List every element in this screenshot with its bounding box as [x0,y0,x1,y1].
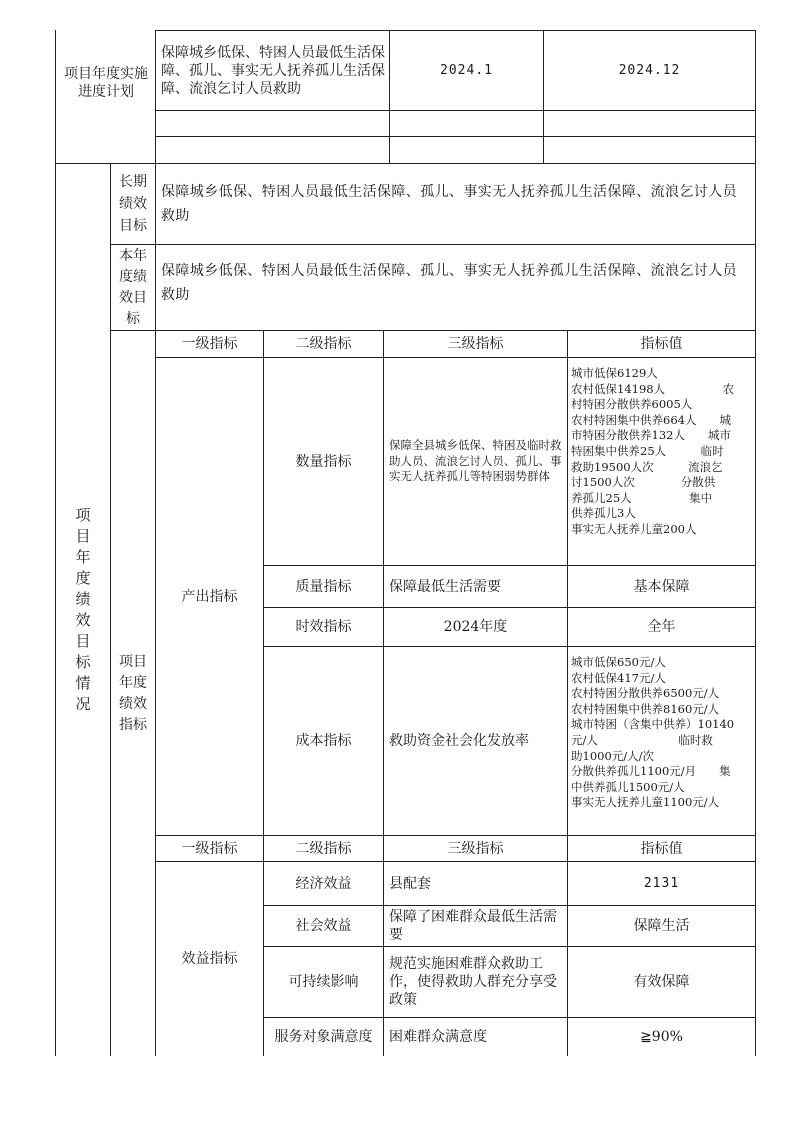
goals-section-label [57,163,109,1056]
social-name-text: 社会效益 [295,918,352,934]
sustainable-value [568,947,755,1017]
cost-value-line: 分散供养孤儿1100元/月 集 [571,764,731,779]
quality-name [264,566,383,607]
quality-value [568,566,755,607]
header-level1-text: 一级指标 [181,840,238,857]
satisfaction-desc-text: 困难群众满意度 [389,1029,487,1045]
timeliness-value-text: 全年 [647,619,676,635]
timeliness-desc-text: 2024年度 [443,619,508,635]
cost-values [569,655,755,835]
quality-desc [385,566,567,607]
output-label [156,358,263,835]
quantity-value-line: 养孤儿25人 集中 [571,490,713,505]
header-level2-text: 二级指标 [295,840,352,857]
quantity-value-line: 农村特困集中供养664人 城 [571,412,731,427]
economic-name [264,862,383,905]
quantity-name [264,358,383,565]
quantity-desc [385,358,567,565]
economic-value-text: 2131 [643,875,680,891]
header-value [568,836,755,861]
timeliness-name-text: 时效指标 [295,619,352,635]
schedule-label [60,58,152,108]
sustainable-name-text: 可持续影响 [288,974,359,990]
satisfaction-name-text: 服务对象满意度 [274,1029,373,1045]
cost-value-line: 事实无人抚养儿童1100元/人 [571,795,720,810]
quality-desc-text: 保障最低生活需要 [389,578,501,595]
quality-value-text: 基本保障 [633,578,690,595]
quantity-value-line: 市特困分散供养132人 城市 [571,428,731,443]
cost-name-text: 成本指标 [295,733,352,749]
quantity-value-line: 供养孤儿3人 [571,506,636,521]
header-level3 [384,836,567,861]
long-term-label-text: 长期绩效目标 [119,174,147,234]
sustainable-value-text: 有效保障 [633,974,690,990]
timeliness-desc [384,608,567,646]
header-level1 [156,836,263,861]
table-line [155,136,755,137]
schedule-task [157,32,389,109]
output-label-text: 产出指标 [181,588,238,605]
schedule-start [390,32,543,109]
schedule-start-text: 2024.1 [440,62,493,78]
schedule-end-text: 2024.12 [618,62,681,78]
header-value-text: 指标值 [640,840,683,857]
header-level3-text: 三级指标 [447,840,504,857]
long-term-label [111,164,155,244]
satisfaction-desc [385,1018,567,1056]
quantity-values [569,366,755,565]
quantity-value-line: 村特困分散供养6005人 [571,397,693,412]
table-border-right [755,30,756,1056]
cost-value-line: 城市特困（含集中供养）10140 [571,717,735,732]
cost-value-line: 农村低保417元/人 [571,670,666,685]
economic-desc-text: 县配套 [389,875,431,892]
header-level2 [264,331,383,357]
header-level1 [156,331,263,357]
schedule-end [544,32,755,109]
cost-desc-text: 救助资金社会化发放率 [389,733,529,749]
economic-name-text: 经济效益 [295,875,352,892]
quantity-desc-text: 保障全县城乡低保、特困及临时救助人员、流浪乞讨人员、孤儿、事实无人抚养孤儿等特困弱势群体 [389,438,562,484]
satisfaction-value-text: ≧90% [640,1029,683,1045]
annual-label-text: 本年度绩效目标 [119,247,147,327]
benefit-label-text: 效益指标 [181,951,238,967]
social-value [568,906,755,946]
goals-section-label-text: 项目年度绩效目标情况 [75,505,91,713]
header-level3-text: 三级指标 [447,336,504,352]
social-desc [385,906,567,946]
cost-value-line: 农村特困集中供养8160元/人 [571,701,720,716]
quantity-value-line: 特困集中供养25人 临时 [571,443,724,458]
annual-text [158,245,754,320]
economic-value [568,862,755,905]
satisfaction-value [568,1018,755,1056]
quantity-value-line: 农村低保14198人 农 [571,381,735,396]
header-level2-text: 二级指标 [295,336,352,352]
schedule-label-text: 项目年度实施进度计划 [64,66,148,100]
cost-value-line: 元/人 临时救 [571,732,713,747]
cost-value-line: 城市低保650元/人 [571,655,666,669]
quantity-value-line: 事实无人抚养儿童200人 [571,521,697,536]
header-value-text: 指标值 [640,336,683,352]
indicators-label-text: 项目年度绩效指标 [119,653,147,733]
header-value [568,331,755,357]
cost-desc [385,647,567,835]
sustainable-desc-text: 规范实施困难群众救助工作，使得救助人群充分享受政策 [389,956,557,1008]
timeliness-name [264,608,383,646]
satisfaction-name [264,1018,383,1056]
timeliness-value [568,608,755,646]
social-desc-text: 保障了困难群众最低生活需要 [389,909,557,943]
long-term-text-content: 保障城乡低保、特困人员最低生活保障、孤儿、事实无人抚养孤儿生活保障、流浪乞讨人员救助 [161,184,737,224]
annual-label [111,245,155,330]
cost-value-line: 中供养孤儿1500元/人 [571,779,685,794]
cost-value-line: 助1000元/人/次 [571,748,655,763]
cost-name [264,647,383,835]
social-name [264,906,383,946]
header-level1-text: 一级指标 [181,336,238,352]
quantity-value-line: 救助19500人次 流浪乞 [571,459,723,474]
annual-text-content: 保障城乡低保、特困人员最低生活保障、孤儿、事实无人抚养孤儿生活保障、流浪乞讨人员救助 [161,262,737,303]
cost-value-line: 农村特困分散供养6500元/人 [571,686,720,701]
economic-desc [385,862,567,905]
sustainable-desc [385,947,567,1017]
schedule-task-text: 保障城乡低保、特困人员最低生活保障、孤儿、事实无人抚养孤儿生活保障、流浪乞讨人员救助 [161,44,385,97]
sustainable-name [264,947,383,1017]
quantity-value-line: 城市低保6129人 [571,366,658,380]
header-level3 [384,331,567,357]
header-level2 [264,836,383,861]
quantity-name-text: 数量指标 [295,453,352,470]
benefit-label [156,862,263,1056]
indicators-label [111,331,155,1056]
quantity-value-line: 讨1500人次 分散供 [571,475,716,490]
quality-name-text: 质量指标 [295,578,352,595]
long-term-text [158,164,754,244]
social-value-text: 保障生活 [633,918,690,934]
table-line [155,110,755,111]
